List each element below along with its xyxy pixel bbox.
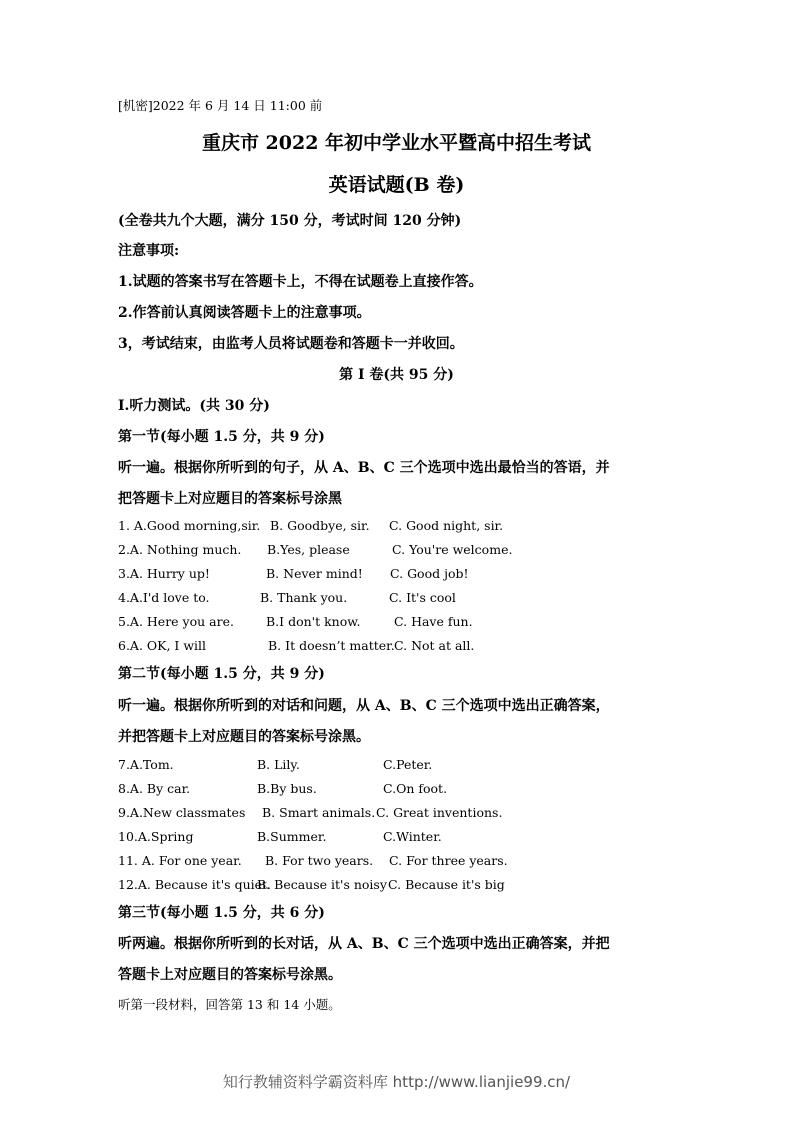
option-b: B.By bus. [257, 781, 317, 796]
option-c: C. Because it's big [388, 877, 505, 892]
material-note: 听第一段材料，回答第 13 和 14 小题。 [118, 997, 341, 1012]
part-heading: 第 I 卷(共 95 分) [339, 367, 454, 383]
section-instruction: 并把答题卡上对应题目的答案标号涂黑。 [118, 729, 370, 745]
option-b: B.I don't know. [266, 614, 361, 629]
option-b: B. Smart animals. [262, 805, 376, 820]
notice-item: 3，考试结束，由监考人员将试题卷和答题卡一并收回。 [118, 336, 464, 352]
option-b: B. Goodbye, sir. [270, 518, 370, 533]
option-c: C.Winter. [383, 829, 442, 844]
option-c: C. Have fun. [394, 614, 473, 629]
section-instruction: 答题卡上对应题目的答案标号涂黑。 [118, 967, 342, 983]
option-a: 3.A. Hurry up! [118, 566, 210, 581]
option-b: B. It doesn’t matter. [268, 638, 395, 653]
exam-title: 重庆市 2022 年初中学业水平暨高中招生考试 [201, 132, 592, 154]
option-b: B. Thank you. [260, 590, 348, 605]
footer-watermark: 知行教辅资料学霸资料库 http://www.lianjie99.cn/ [222, 1073, 571, 1091]
option-b: B. For two years. [265, 853, 374, 868]
section-instruction: 听两遍。根据你所听到的长对话，从 A、B、C 三个选项中选出正确答案，并把 [118, 936, 610, 952]
option-a: 7.A.Tom. [118, 757, 174, 772]
exam-subtitle: 英语试题(B 卷) [328, 174, 465, 196]
option-c: C. It's cool [389, 590, 456, 605]
option-a: 8.A. By car. [118, 781, 191, 796]
option-a: 12.A. Because it's quiet. [118, 877, 272, 892]
option-c: C. Good night, sir. [389, 518, 504, 533]
option-b: B.Yes, please [267, 542, 350, 557]
option-a: 2.A. Nothing much. [118, 542, 242, 557]
section-instruction: 听一遍。根据你所听到的句子，从 A、B、C 三个选项中选出最恰当的答语，并 [118, 460, 610, 476]
option-c: C. Great inventions. [376, 805, 503, 820]
option-b: B.Summer. [257, 829, 327, 844]
notice-heading: 注意事项: [118, 243, 180, 259]
listening-heading: I.听力测试。(共 30 分) [118, 398, 270, 414]
option-a: 5.A. Here you are. [118, 614, 234, 629]
option-c: C. For three years. [389, 853, 508, 868]
option-a: 10.A.Spring [118, 829, 194, 844]
notice-item: 1.试题的答案书写在答题卡上，不得在试题卷上直接作答。 [118, 274, 483, 290]
option-c: C. Good job! [390, 566, 469, 581]
option-c: C. Not at all. [394, 638, 475, 653]
option-a: 6.A. OK, I will [118, 638, 207, 653]
option-c: C.Peter. [383, 757, 433, 772]
option-a: 1. A.Good morning,sir. [118, 518, 261, 533]
section-instruction: 听一遍。根据你所听到的对话和问题，从 A、B、C 三个选项中选出正确答案， [118, 698, 610, 714]
option-c: C. You're welcome. [392, 542, 513, 557]
section-instruction: 把答题卡上对应题目的答案标号涂黑 [118, 491, 342, 507]
section-heading: 第一节(每小题 1.5 分，共 9 分) [118, 429, 325, 445]
option-b: B. Lily. [257, 757, 300, 772]
section-heading: 第三节(每小题 1.5 分，共 6 分) [118, 905, 325, 921]
option-b: B. Never mind! [266, 566, 363, 581]
option-c: C.On foot. [383, 781, 448, 796]
notice-item: 2.作答前认真阅读答题卡上的注意事项。 [118, 305, 371, 321]
confidential-note: [机密]2022 年 6 月 14 日 11:00 前 [118, 98, 323, 113]
exam-total-info: (全卷共九个大题，满分 150 分，考试时间 120 分钟) [118, 213, 462, 229]
option-a: 11. A. For one year. [118, 853, 242, 868]
option-b: B. Because it's noisy [257, 877, 387, 892]
option-a: 4.A.I'd love to. [118, 590, 210, 605]
option-a: 9.A.New classmates [118, 805, 246, 820]
section-heading: 第二节(每小题 1.5 分，共 9 分) [118, 666, 325, 682]
